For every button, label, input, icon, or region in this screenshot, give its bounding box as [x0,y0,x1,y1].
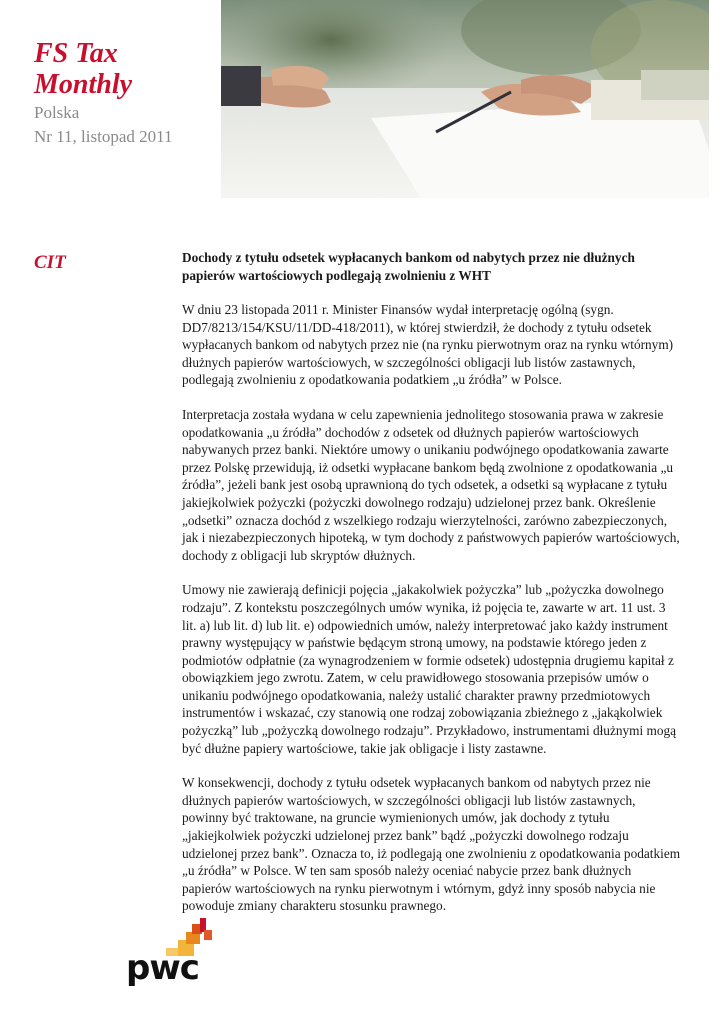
pwc-logo-text: pwc [126,948,199,988]
article-paragraph: W konsekwencji, dochody z tytułu odsetek wypłacanych bankom od nabytych przez nie dłużnych papierów wartościowych, w szczególności obligacji lub listów zastawnych, powinny być traktowane, na gruncie wymienionych umów, jak dochody z tytułu „jakiejkolwiek pożyczki udzielonej przez bank” bądź „pożyczki dowolnego rodzaju udzielonej przez bank”. Oznacza to, iż podlegają one zwolnieniu z opodatkowania podatkiem „u źródła” w Polsce. W ten sam sposób należy oceniać nabycie przez bank dłużnych papierów wartościowych na rynku pierwotnym i wtórnym, gdyż inny sposób nabycia nie powoduje zmiany charakteru stosunku prawnego. [182,775,681,914]
article-paragraph: Interpretacja została wydana w celu zapewnienia jednolitego stosowania prawa w zakresie opodatkowania „u źródła” dochodów z odsetek od dłużnych papierów wartościowych nabywanych przez banki. Niektóre umowy o unikaniu podwójnego opodatkowania zawarte przez Polskę przewidują, iż odsetki wypłacane bankom będą zwolnione z opodatkowania „u źródła”, jeżeli bank jest osobą uprawnioną do tych odsetek, a odsetki są wypłacane z tytułu jakiejkolwiek pożyczki (pożyczki dowolnego rodzaju) udzielonej przez bank. Określenie „odsetki” oznacza dochód z wszelkiego rodzaju wierzytelności, zarówno zabezpieczonych, jak i niezabezpieczonych hipoteką, w tym dochody z państwowych papierów wartościowych, dochody z obligacji lub skryptów dłużnych. [182,406,680,563]
publication-title [34,38,214,100]
publication-title-line2: Monthly [34,69,133,100]
article-title: Dochody z tytułu odsetek wypłacanych bankom od nabytych przez nie dłużnych papierów wartościowych podlegają zwolnieniu z WHT [182,250,635,283]
section-label: CIT [34,252,66,273]
article-paragraph: Umowy nie zawierają definicji pojęcia „jakakolwiek pożyczka” lub „pożyczka dowolnego rodzaju”. Z kontekstu poszczególnych umów wynika, iż pojęcia te, zawarte w art. 11 ust. 3 lit. a) lub lit. d) lub lit. e) odpowiednich umów, należy interpretować jako każdy instrument prawny występujący w państwie będącym stroną umowy, na podstawie którego jeden z podmiotów odpłatnie (za wynagrodzeniem w formie odsetek) udostępnia drugiemu kapitał z obowiązkiem jego zwrotu. Zatem, w celu prawidłowego stosowania przepisów umów o unikaniu podwójnego opodatkowania, należy ustalić charakter prawny przedmiotowych instrumentów i wskazać, czy stanowią one rodzaj zobowiązania zbieżnego z „jakąkolwiek pożyczką” lub „pożyczką dowolnego rodzaju”. Przykładowo, instrumentami dłużnymi mogą być dłużne papiery wartościowe, takie jak obligacje i listy zastawne. [182,582,677,756]
cover-photo [221,0,709,198]
masthead [34,38,214,148]
publication-issue: Nr 11, listopad 2011 [34,127,173,146]
article [182,249,682,932]
pwc-logo [126,918,226,998]
publication-title-line1: FS Tax [34,38,118,69]
publication-country: Polska [34,103,80,122]
article-paragraph: W dniu 23 listopada 2011 r. Minister Finansów wydał interpretację ogólną (sygn. DD7/8213/154/KSU/11/DD-418/2011), w której stwierdził, że dochody z tytułu odsetek wypłacanych bankom od nabytych przez nie (na rynku pierwotnym oraz na rynku wtórnym) dłużnych papierów wartościowych, w szczególności obligacji lub listów zastawnych, podlegają zwolnieniu z opodatkowania podatkiem „u źródła” w Polsce. [182,302,674,388]
